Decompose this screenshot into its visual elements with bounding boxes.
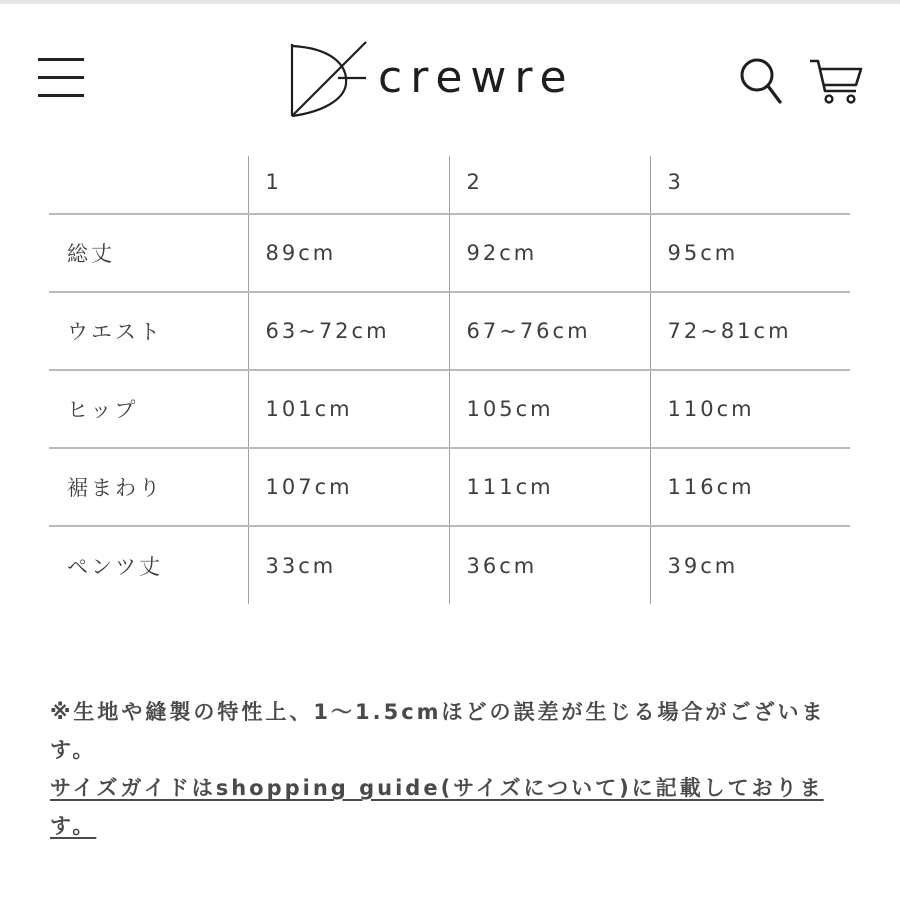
table-cell: 110cm xyxy=(650,370,850,448)
size-column-header: 3 xyxy=(650,156,850,214)
table-cell: 63~72cm xyxy=(248,292,449,370)
table-row xyxy=(49,370,850,448)
table-cell: 105cm xyxy=(449,370,650,448)
cart-icon[interactable] xyxy=(808,55,864,107)
table-row xyxy=(49,448,850,526)
table-cell: 72~81cm xyxy=(650,292,850,370)
table-header-row xyxy=(49,156,850,214)
table-cell: 116cm xyxy=(650,448,850,526)
table-cell: 111cm xyxy=(449,448,650,526)
table-cell: 89cm xyxy=(248,214,449,292)
size-column-header: 2 xyxy=(449,156,650,214)
table-cell: 39cm xyxy=(650,526,850,604)
table-row xyxy=(49,292,850,370)
size-note xyxy=(50,693,850,845)
row-label: 総丈 xyxy=(49,214,248,292)
table-cell: 107cm xyxy=(248,448,449,526)
site-header xyxy=(0,30,900,130)
table-cell: 101cm xyxy=(248,370,449,448)
table-cell: 92cm xyxy=(449,214,650,292)
row-label: ペンツ丈 xyxy=(49,526,248,604)
brand-logo[interactable] xyxy=(286,40,626,130)
table-row xyxy=(49,526,850,604)
search-icon[interactable] xyxy=(738,55,784,107)
row-label: ヒップ xyxy=(49,370,248,448)
tolerance-note: ※生地や縫製の特性上、1〜1.5cmほどの誤差が生じる場合がございます。 xyxy=(50,700,826,762)
size-guide-link[interactable]: サイズガイドはshopping guide(サイズについて)に記載しております。 xyxy=(50,776,824,838)
brand-name: crewre xyxy=(378,52,575,103)
table-cell: 95cm xyxy=(650,214,850,292)
size-column-header: 1 xyxy=(248,156,449,214)
size-chart-table xyxy=(49,156,850,604)
table-cell: 36cm xyxy=(449,526,650,604)
hamburger-menu-icon[interactable] xyxy=(36,56,86,100)
table-cell: 33cm xyxy=(248,526,449,604)
logo-mark-icon xyxy=(286,40,370,120)
top-divider xyxy=(0,0,900,4)
table-row xyxy=(49,214,850,292)
table-cell: 67~76cm xyxy=(449,292,650,370)
table-corner-cell xyxy=(49,156,248,214)
row-label: 裾まわり xyxy=(49,448,248,526)
row-label: ウエスト xyxy=(49,292,248,370)
